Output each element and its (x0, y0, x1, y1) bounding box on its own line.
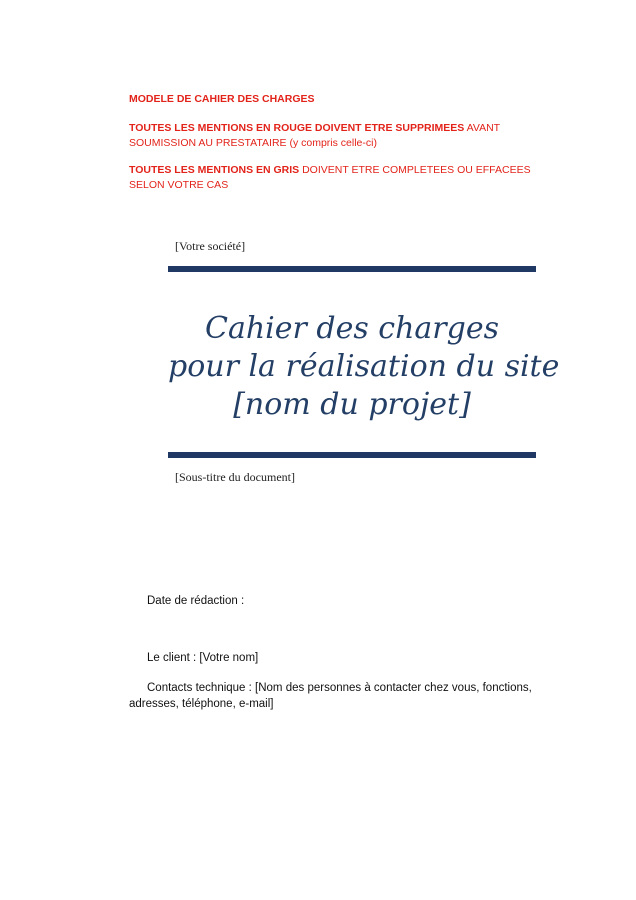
client-name: Le client : [Votre nom] (147, 652, 259, 664)
red-warning-text: AVANT SOUMISSION AU PRESTATAIRE (y compris celle-ci) (129, 122, 500, 149)
grey-warning-text: DOIVENT ETRE COMPLETEES OU EFFACEES SELON VOTRE CAS (129, 164, 531, 191)
model-heading (129, 92, 569, 107)
company-placeholder: [Votre société] (175, 239, 246, 253)
grey-mentions-warning (129, 163, 569, 193)
title-top-rule (168, 266, 536, 272)
grey-warning-bold: TOUTES LES MENTIONS EN GRIS (129, 164, 300, 176)
writing-date: Date de rédaction : (147, 595, 245, 607)
technical-contacts: Contacts technique : [Nom des personnes à contacter chez vous, fonctions, adresses, téléphone, e-mail] (129, 682, 532, 710)
model-heading-text: MODELE DE CAHIER DES CHARGES (129, 93, 315, 105)
title-line-2: pour la réalisation du site (168, 349, 560, 384)
title-bottom-rule (168, 452, 536, 458)
title-line-3: [nom du projet] (233, 387, 471, 422)
red-warning-bold: TOUTES LES MENTIONS EN ROUGE DOIVENT ETRE SUPPRIMEES (129, 122, 465, 134)
subtitle-placeholder: [Sous-titre du document] (175, 470, 295, 484)
document-title (168, 310, 560, 424)
red-mentions-warning (129, 121, 569, 151)
title-line-1: Cahier des charges (205, 311, 499, 346)
